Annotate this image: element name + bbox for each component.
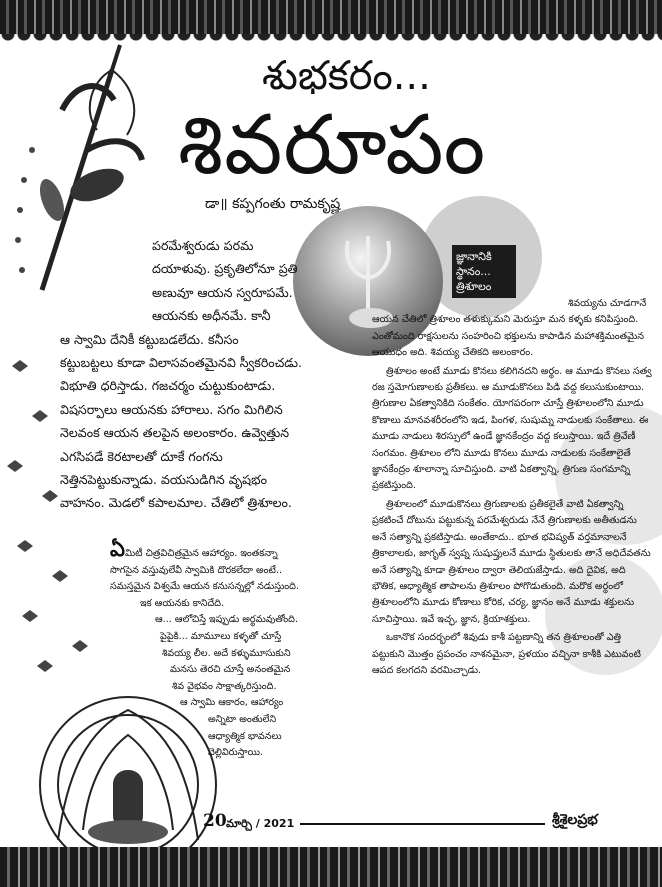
article-paragraph: త్రిశూలంలో మూడుకొనలు త్రిగుణాలకు ప్రతీకలైతే వాటి ఏకత్వాన్ని ప్రకటించే దోటును పట్టుకున్న పరమేశ్వరుడు నేనే త్రిగుణాలకు అతీతుడను అనే సత్యాన్ని ప్రకటిస్తాడు. అంతేకాదు.. భూత భవిష్యత్ వర్తమానాలనే త్రికాలాలకు, జాగృత్ స్వప్న సుషుప్తులనే మూడు స్థితులకు తానే అధిదేవతను అనే సత్యాన్ని కూడా త్రిశూలం ద్వారా తెలియజేస్తాడు. అది దైవిక, అది భౌతిక, ఆధ్యాత్మిక తాపాలను త్రిశూలం పోగొడుతుంది. మరొక అర్థంలో త్రిశూలంలోని మూడు కోణాలు కోరిక, చర్య, జ్ఞానం అనే మూడు శక్తులను సూచిస్తాయి. ఇవే ఇచ్ఛ, జ్ఞాన, క్రియాశక్తులు. — [372, 498, 651, 625]
paragraph-text: మిటీ చిత్రవిచిత్రమైన ఆహార్యం. ఇంతకన్నా — [124, 548, 278, 559]
page-title: శివరూపం — [178, 98, 487, 193]
paragraph-line: ఇక ఆయనకు కానిదేది. — [140, 597, 225, 609]
intro-line: కట్టుబట్టలు కూడా విలాసవంతమైనవి స్వీకరించడు. — [60, 355, 302, 371]
paragraph-first-line — [110, 537, 376, 563]
decorative-top-border — [0, 0, 662, 34]
paragraph-line: సమస్తమైన విశ్వమే ఆయన కనుసన్నల్లో నడుస్తుంది. — [110, 581, 299, 593]
intro-line: విషసర్పాలు ఆయనకు హారాలు. సగం మిగిలిన — [60, 401, 283, 417]
paragraph-line: శివయ్య లీల. అదే కళ్ళుమూసుకుని — [162, 647, 291, 659]
main-article-column — [372, 296, 652, 681]
intro-line: దయాళువు. ప్రకృతిలోనూ ప్రతి — [152, 261, 298, 277]
intro-line: పరమేశ్వరుడు పరమ — [152, 238, 254, 253]
article-paragraph: త్రిశూలం అంటే మూడు కొనలు కలిగినదని అర్థం. ఆ మూడు కొనలు సత్వ రజ స్తమోగుణాలకు ప్రతీకలు. ఆ మూడుకొనలు పిడి వద్ద కలుసుకుంటాయి. త్రిగుణాల ఏకత్వానికిది సంకేతం. యోగపరంగా చూస్తే త్రిశూలంలోని మూడు కొణాలు మానవశరీరంలోని ఇడ, పింగళ, సుషుమ్న నాడులకు సంకేతాలు. ఈ మూడు నాడులు శిరస్సులో ఉండే జ్ఞానకేంద్రం వద్ద కలుస్తాయి. ఇదే త్రివేణీ సంగమం. త్రిశూలం లోని మూడు కొనలు మూడు నాడులకు సంకేతాలైతే జ్ఞానకేంద్రం శూలాన్నా సూచిస్తుంది. వాటి ఏకత్వాన్ని, త్రిగుణ సంగమాన్ని ప్రకటిస్తుంది. — [372, 365, 652, 492]
article-paragraph: శివయ్యను చూడగానే ఆయన చేతిలో త్రిశూలం తళుక్కుమని మెరుస్తూ మన కళ్ళకు కనిపిస్తుంది. ఎంతోమంది రాక్షసులను సంహరించి భక్తులను కాపాడిన మహాశక్తిమంతమైన ఆయుధం అది. శివయ్య చేతికది అలంకారం. — [372, 298, 647, 359]
paragraph-line: పైపైకి... మామూలు కళ్ళతో చూస్తే — [160, 630, 282, 642]
page-number: 20 — [203, 811, 227, 831]
article-paragraph: ఒకానొక సందర్భంలో శివుడు కాశీ పట్టణాన్ని తన త్రిశూలంతో ఎత్తి పట్టుకుని మొత్తం ప్రపంచం నాశనమైనా, ప్రళయం వచ్చినా కాశీకి ఎటువంటి ఆపద కలగదని వరమిచ్చాడు. — [372, 632, 641, 676]
title-kicker: శుభకరం... — [262, 53, 431, 99]
caption-line: స్థానం... — [456, 265, 491, 278]
footer-divider — [300, 823, 545, 825]
author-byline: డా॥ కప్పగంతు రామకృష్ణ — [205, 196, 341, 212]
publication-name: శ్రీశైలప్రభ — [552, 812, 598, 828]
paragraph-line: మనసు తెరచి చూస్తే అనంతమైన — [170, 664, 291, 676]
paragraph-line: సొగసైన వస్తువులేవీ స్వామికి దొరకలేదా అంటే.. — [110, 564, 283, 576]
paragraph-line: శివ వైభవం సాక్షాత్కరిస్తుంది. — [172, 680, 277, 692]
paragraph-line: ఆ... ఆలోచిస్తే ఇప్పుడు అర్థమవుతోంది. — [155, 614, 298, 626]
intro-column — [60, 234, 342, 515]
caption-line: జ్ఞానానికి — [456, 250, 492, 263]
intro-line: ఎగసిపడే కెరటాలతో దూకే గంగను — [60, 448, 223, 464]
paragraph-line: అన్నిటా అంతులేని — [208, 713, 277, 725]
issue-date: మార్చి / 2021 — [226, 817, 295, 830]
paragraph-line: ఆ స్వామి ఆకారం, ఆహార్యం — [180, 697, 284, 709]
decorative-bottom-border — [0, 847, 662, 887]
intro-line: విభూతి ధరిస్తాడు. గజచర్మం చుట్టుకుంటాడు. — [60, 378, 276, 394]
intro-line: నెలవంక ఆయన తలపైన అలంకారం. ఉవ్వెత్తున — [60, 425, 290, 441]
paragraph-line: వెల్లివిరుస్తాయి. — [208, 747, 263, 759]
intro-line: వాహనం. మెడలో కపాలమాల. చేతిలో త్రిశూలం. — [60, 495, 292, 511]
intro-line: అణువూ ఆయన స్వరూపమే. — [152, 284, 293, 300]
photo-caption — [452, 245, 516, 298]
drop-cap: ఏ — [110, 537, 125, 561]
intro-line: ఆయనకు అధీనమే. కానీ — [152, 308, 271, 324]
caption-line: త్రిశూలం — [456, 280, 492, 293]
intro-line: నెత్తినపెట్టుకున్నాడు. వయసుడిగిన వృషభం — [60, 472, 267, 488]
intro-line: ఆ స్వామి దేనికీ కట్టుబడలేదు. కనీసం — [60, 331, 239, 347]
paragraph-line: ఆధ్యాత్మిక భావనలు — [208, 730, 282, 742]
